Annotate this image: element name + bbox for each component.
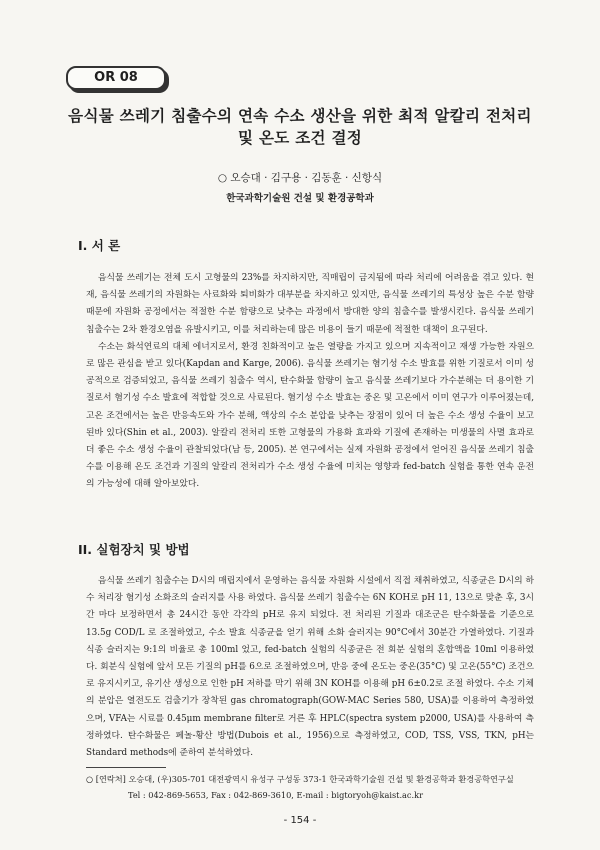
paper-title-line-1: 음식물 쓰레기 침출수의 연속 수소 생산을 위한 최적 알칼리 전처리 — [68, 107, 532, 125]
section-body-introduction — [86, 270, 534, 494]
section-heading-introduction: I. 서 론 — [78, 238, 121, 253]
paragraph: 음식물 쓰레기는 전체 도시 고형물의 23%를 차지하지만, 직매립이 금지됨에 따라 처리에 어려움을 겪고 있다. 현재, 음식물 쓰레기의 자원화는 사료화와 퇴비화가 대부분을 차지하고 있지만, 음식물 쓰레기의 특성상 높은 수분 함량 때문에 자원화 공정에서는 적절한 수분 함량으로 낮추는 과정에서 방대한 양의 침출수를 발생시킨다. 음식물 쓰레기 침출수는 2차 환경오염을 유발시키고, 이를 처리하는데 많은 비용이 들기 때문에 적절한 대책이 요구된다. — [86, 273, 534, 335]
section-body-methods — [86, 573, 534, 762]
footnote-divider — [86, 767, 166, 768]
section-heading-methods: II. 실험장치 및 방법 — [78, 542, 190, 557]
paragraph: 수소는 화석연료의 대체 에너지로서, 환경 친화적이고 높은 열량을 가지고 있으며 지속적이고 재생 가능한 자원으로 많은 관심을 받고 있다(Kapdan and Karge, 2006). 음식물 쓰레기는 혐기성 수소 발효를 위한 기질로서 이미 성공적으로 검증되었고, 음식물 쓰레기 침출수 역시, 탄수화물 함량이 높고 음식물 쓰레기보다 가수분해는 더 용이한 기질로서 혐기성 수소 발효에 적합할 것으로 사료된다. 혐기성 수소 발효는 중온 및 고온에서 이미 연구가 이루어졌는데, 고온 조건에서는 높은 반응속도와 가수 분해, 액상의 수소 분압을 낮추는 장점이 있어 더 높은 수소 생성 수율이 보고된바 있다(Shin et al., 2003). 알칼리 전처리 또한 고형물의 가용화 효과와 기질에 존재하는 미생물의 사멸 효과로 더 좋은 수소 생성 수율이 관찰되었다(남 등, 2005). 본 연구에서는 실제 자원화 공정에서 얻어진 음식물 쓰레기 침출수를 이용해 온도 조건과 기질의 알칼리 전처리가 수소 생성 수율에 미치는 영향과 fed-batch 실험을 통한 연속 운전의 가능성에 대해 알아보았다. — [86, 341, 534, 490]
author-list: ○ 오승대 · 김구용 · 김동훈 · 신항식 — [217, 172, 383, 184]
footnote-contact: ○ [연락처] 오승대, (우)305-701 대전광역시 유성구 구성동 373-1 한국과학기술원 건설 및 환경공학과 환경공학연구실 — [86, 774, 514, 784]
page-number: - 154 - — [283, 815, 317, 826]
paper-title-line-2: 및 온도 조건 결정 — [237, 129, 362, 147]
footnote-phone-email: Tel : 042-869-5653, Fax : 042-869-3610, E-mail : bigtoryoh@kaist.ac.kr — [128, 790, 423, 800]
session-tag: OR 08 — [66, 66, 166, 90]
author-affiliation: 한국과학기술원 건설 및 환경공학과 — [226, 193, 374, 204]
paragraph: 음식물 쓰레기 침출수는 D시의 매립지에서 운영하는 음식물 자원화 시설에서 직접 채취하였고, 식종균은 D시의 하수 처리장 혐기성 소화조의 슬러지를 사용 하였다. 음식물 쓰레기 침출수는 6N KOH로 pH 11, 13으로 맞춘 후, 3시간 마다 보정하면서 총 24시간 동안 각각의 pH로 유지 되었다. 전 처리된 기질과 대조군은 탄수화물을 기준으로 13.5g COD/L 로 조절하였고, 수소 발효 식종균을 얻기 위해 소화 슬러지는 90°C에서 30분간 가열하였다. 기질과 식종 슬러지는 9:1의 비율로 총 100ml 었고, fed-batch 실험의 식종균은 전 회분 실험의 혼합액을 10ml 이용하였다. 회분식 실험에 앞서 모든 기질의 pH를 6으로 조절하였으며, 반응 중에 온도는 중온(35°C) 및 고온(55°C) 조건으로 유지시키고, 유기산 생성으로 인한 pH 저하를 막기 위해 3N KOH를 이용해 pH 6±0.2로 조절 하였다. 수소 기체의 분압은 열전도도 검출기가 장착된 gas chromatograph(GOW-MAC Series 580, USA)를 이용하여 측정하였으며, VFA는 시료를 0.45μm membrane filter로 거른 후 HPLC(spectra system p2000, USA)를 사용하여 측정하였다. 탄수화물은 페놀-황산 방법(Dubois et al., 1956)으로 측정하였고, COD, TSS, VSS, TKN, pH는 Standard methods에 준하여 분석하였다. — [86, 576, 534, 759]
